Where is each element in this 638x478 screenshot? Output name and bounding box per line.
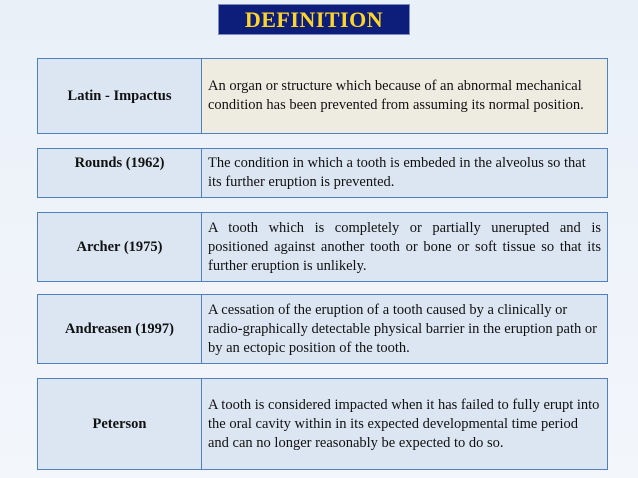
definition-text: An organ or structure which because of an abnormal mechanical condition has been prevented from assuming its normal position. [208,78,584,113]
definition-source: Archer (1975) [38,213,202,281]
definition-text-cell [202,59,607,133]
slide-title: DEFINITION [218,4,410,35]
definition-text-cell [202,149,607,197]
definition-text: The condition in which a tooth is embeded in the alveolus so that its further eruption is prevented. [208,155,586,190]
definition-row-latin [37,58,608,134]
definition-row-rounds [37,148,608,198]
definition-text: A tooth which is completely or partially unerupted and is positioned against another tooth or bone or soft tissue so that its further eruption is unlikely. [208,219,601,274]
definition-text-cell [202,213,607,281]
definition-row-archer [37,212,608,282]
definition-source: Rounds (1962) [38,149,202,197]
definition-text: A tooth is considered impacted when it has failed to fully erupt into the oral cavity within in its expected developmental time period and can no longer reasonably be expected to do so. [208,396,600,451]
definition-row-andreasen [37,294,608,364]
definition-text-cell [202,295,607,363]
definition-source: Latin - Impactus [38,59,202,133]
definition-source: Andreasen (1997) [38,295,202,363]
definition-row-peterson [37,378,608,470]
definition-text: A cessation of the eruption of a tooth caused by a clinically or radio-graphically detectable physical barrier in the eruption path or by an ectopic position of the tooth. [208,301,597,356]
definition-text-cell [202,379,607,469]
definition-source: Peterson [38,379,202,469]
